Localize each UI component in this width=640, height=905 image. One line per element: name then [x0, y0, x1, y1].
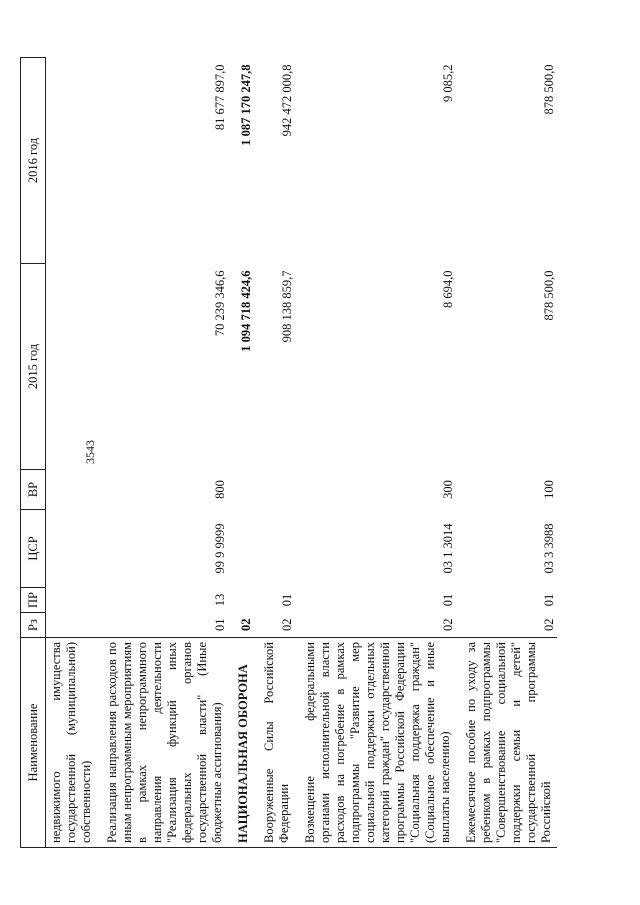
row-2015: 908 138 859,7: [280, 270, 294, 342]
row-pr: 01: [441, 593, 455, 606]
table-row: [46, 57, 98, 847]
header-2015: 2015 год: [21, 263, 46, 469]
row-rz: 01: [213, 618, 227, 631]
row-vr: 100: [542, 479, 556, 499]
row-2016: 81 677 897,0: [213, 64, 227, 130]
row-vr: [46, 469, 98, 509]
row-pr: 13: [213, 593, 227, 606]
row-2016: [46, 57, 98, 263]
row-2015: [46, 263, 98, 469]
row-pr: [46, 587, 98, 612]
rotated-page: [20, 58, 620, 848]
table-row: [456, 57, 557, 847]
row-name: Реализация направления расходов по иным непрограммным мероприятиям в рамках непрограммного направления деятельности "Реализация функций иных федеральных органов государственной власти" (Иные бюджетные ассигнования): [97, 637, 228, 847]
row-name: Вооруженные Силы Российской Федерации: [254, 637, 295, 847]
row-vr: 800: [213, 479, 227, 499]
header-csr: ЦСР: [21, 509, 46, 587]
header-rz: Рз: [21, 612, 46, 637]
row-rz: 02: [542, 618, 556, 631]
table-row: [228, 57, 254, 847]
row-rz: 02: [280, 618, 294, 631]
row-csr: [46, 509, 98, 587]
row-rz: 02: [239, 618, 253, 631]
row-name: НАЦИОНАЛЬНАЯ ОБОРОНА: [228, 637, 254, 847]
row-csr: 03 3 3988: [542, 523, 556, 573]
row-2016: 942 472 000,8: [280, 64, 294, 136]
row-vr: [254, 469, 295, 509]
header-vr: ВР: [21, 469, 46, 509]
row-csr: 99 9 9999: [213, 523, 227, 573]
row-pr: 01: [542, 593, 556, 606]
row-vr: 300: [441, 479, 455, 499]
table-row: [97, 57, 228, 847]
row-pr: 01: [280, 593, 294, 606]
header-name: Наименование: [21, 637, 46, 847]
row-vr: [228, 469, 254, 509]
table-row: [295, 57, 456, 847]
page-number: 3543: [83, 440, 97, 464]
row-csr: [228, 509, 254, 587]
header-2016: 2016 год: [21, 57, 46, 263]
row-2016: 9 085,2: [441, 64, 455, 102]
row-2016: 1 087 170 247,8: [239, 64, 253, 146]
row-2016: 878 500,0: [542, 64, 556, 114]
row-2015: 70 239 346,6: [213, 270, 227, 336]
row-2015: 878 500,0: [542, 270, 556, 320]
table-header-row: [21, 57, 46, 847]
row-name: недвижимого имущества государственной (муниципальной) собственности): [46, 637, 98, 847]
row-name: Ежемесячное пособие по уходу за ребенком в рамках подпрограммы "Совершенствование социальной поддержки семьи и детей" государственной программы Российской: [456, 637, 557, 847]
row-pr: [228, 587, 254, 612]
row-csr: [254, 509, 295, 587]
table-row: [254, 57, 295, 847]
row-name: Возмещение федеральными органами исполнительной власти расходов на погребение в рамках подпрограммы "Развитие мер социальной поддержки отдельных категорий граждан" государственной программы Российской Федерации "Социальная поддержка граждан" (Социальное обеспечение и иные выплаты населению): [295, 637, 456, 847]
budget-table: [20, 57, 557, 848]
row-rz: [46, 612, 98, 637]
header-pr: ПР: [21, 587, 46, 612]
row-2015: 1 094 718 424,6: [239, 270, 253, 352]
row-rz: 02: [441, 618, 455, 631]
row-2015: 8 694,0: [441, 270, 455, 308]
row-csr: 03 1 3014: [441, 523, 455, 573]
